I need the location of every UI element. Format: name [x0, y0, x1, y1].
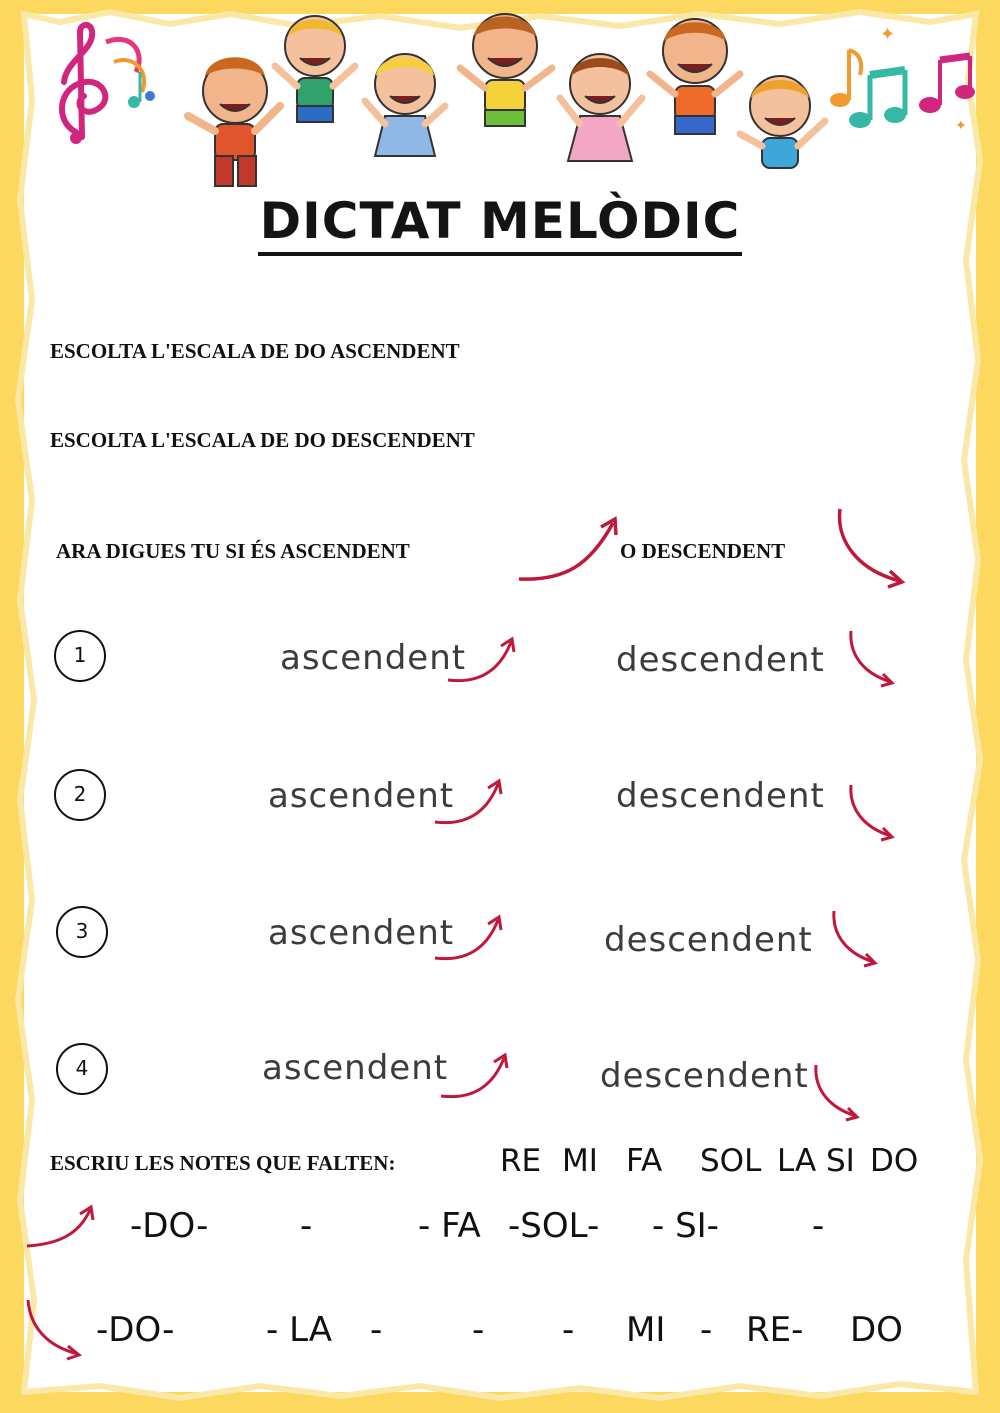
word-bank-re: RE — [500, 1143, 542, 1179]
instruction-choose-ascending: ARA DIGUES TU SI ÉS ASCENDENT — [56, 539, 410, 563]
desc-blank-4[interactable]: - — [370, 1310, 383, 1350]
word-bank-mi: MI — [562, 1143, 598, 1179]
q3-descending-arrow-icon — [828, 908, 888, 970]
question-number-2: 2 — [54, 769, 106, 821]
q3-ascending-arrow-icon — [432, 914, 507, 964]
svg-text:✦: ✦ — [955, 118, 967, 134]
desc-blank-5[interactable]: - — [472, 1310, 485, 1350]
music-notes-icon — [820, 20, 980, 140]
q2-option-ascendent[interactable]: ascendent — [268, 776, 455, 816]
word-bank-si: SI — [826, 1143, 855, 1179]
missing-notes-label: ESCRIU LES NOTES QUE FALTEN: — [50, 1151, 396, 1175]
q3-option-descendent[interactable]: descendent — [604, 920, 813, 960]
desc-blank-6[interactable]: - — [562, 1310, 575, 1350]
kids-illustration — [180, 6, 840, 196]
word-bank-do: DO — [870, 1143, 919, 1179]
asc-blank-8[interactable]: - — [812, 1206, 825, 1246]
q2-descending-arrow-icon — [845, 782, 905, 844]
q2-ascending-arrow-icon — [432, 778, 507, 828]
svg-text:✦: ✦ — [880, 24, 896, 45]
q1-option-descendent[interactable]: descendent — [616, 640, 825, 680]
desc-note-3: - LA — [266, 1310, 333, 1350]
page-title — [0, 192, 1000, 250]
treble-clef-icon — [46, 22, 156, 147]
asc-blank-2[interactable]: - — [300, 1206, 313, 1246]
q3-option-ascendent[interactable]: ascendent — [268, 913, 455, 953]
ascending-arrow-icon — [515, 515, 625, 585]
q1-descending-arrow-icon — [845, 628, 905, 690]
question-number-4: 4 — [56, 1043, 108, 1095]
q4-ascending-arrow-icon — [438, 1052, 513, 1102]
desc-note-re: RE- — [746, 1310, 804, 1350]
q1-option-ascendent[interactable]: ascendent — [280, 638, 467, 678]
q4-option-ascendent[interactable]: ascendent — [262, 1048, 449, 1088]
desc-blank-7[interactable]: - — [700, 1310, 713, 1350]
descending-row-arrow-icon — [24, 1296, 89, 1364]
q4-option-descendent[interactable]: descendent — [600, 1056, 809, 1096]
word-bank-sol: SOL — [700, 1143, 762, 1179]
word-bank-la: LA — [777, 1143, 817, 1179]
instruction-listen-descending: ESCOLTA L'ESCALA DE DO DESCENDENT — [50, 428, 475, 452]
q1-ascending-arrow-icon — [445, 636, 520, 686]
desc-note-do: DO — [850, 1310, 903, 1350]
asc-note-4: - FA — [418, 1206, 481, 1246]
asc-note-5: -SOL- — [508, 1206, 600, 1246]
word-bank-fa: FA — [626, 1143, 663, 1179]
ascending-row-arrow-icon — [24, 1204, 99, 1252]
q2-option-descendent[interactable]: descendent — [616, 776, 825, 816]
q4-descending-arrow-icon — [810, 1062, 870, 1124]
desc-note-1: -DO- — [96, 1310, 175, 1350]
instruction-choose-descending: O DESCENDENT — [620, 539, 786, 563]
asc-note-1: -DO- — [130, 1206, 209, 1246]
desc-note-mi: MI — [626, 1310, 666, 1350]
asc-note-7: - SI- — [652, 1206, 719, 1246]
question-number-1: 1 — [54, 630, 106, 682]
instruction-listen-ascending: ESCOLTA L'ESCALA DE DO ASCENDENT — [50, 339, 460, 363]
question-number-3: 3 — [56, 906, 108, 958]
descending-arrow-icon — [832, 505, 912, 590]
page-title-text: DICTAT MELÒDIC — [258, 192, 743, 256]
